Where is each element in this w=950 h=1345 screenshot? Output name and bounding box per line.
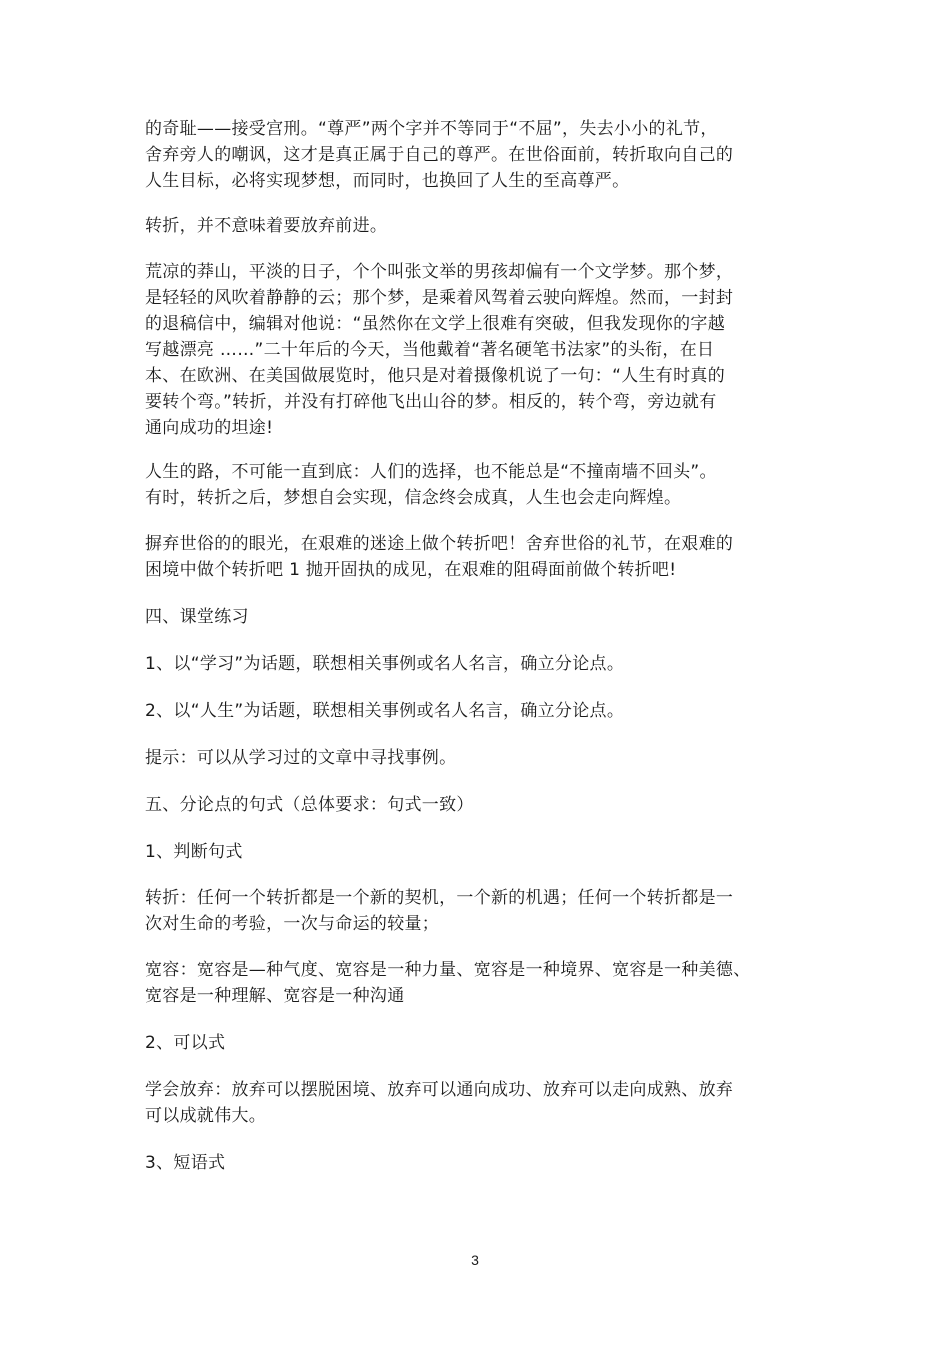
- text-line: 可以成就伟大。: [145, 1106, 267, 1126]
- text-line: 转折，并不意味着要放弃前进。: [145, 216, 388, 236]
- subsection-heading: 1、判断句式: [145, 842, 243, 862]
- text-line: 次对生命的考验，一次与命运的较量；: [145, 914, 440, 934]
- subsection-heading: 3、短语式: [145, 1153, 226, 1173]
- text-line: 人生目标，必将实现梦想，而同时，也换回了人生的至高尊严。: [145, 171, 630, 191]
- text-line: 宽容是一种理解、宽容是一种沟通: [145, 986, 405, 1006]
- text-line: 1、以“学习”为话题，联想相关事例或名人名言，确立分论点。: [145, 654, 625, 674]
- text-line: 写越漂亮 ……”二十年后的今天，当他戴着“著名硬笔书法家”的头衔，在日: [145, 340, 715, 360]
- text-line: 有时，转折之后，梦想自会实现，信念终会成真，人生也会走向辉煌。: [145, 488, 682, 508]
- text-line: 提示：可以从学习过的文章中寻找事例。: [145, 748, 457, 768]
- text-line: 本、在欧洲、在美国做展览时，他只是对着摄像机说了一句：“人生有时真的: [145, 366, 726, 386]
- text-line: 的奇耻——接受宫刑。“尊严”两个字并不等同于“不屈”，失去小小的礼节，: [145, 119, 718, 139]
- text-line: 是轻轻的风吹着静静的云；那个梦，是乘着风驾着云驶向辉煌。然而，一封封: [145, 288, 734, 308]
- text-line: 宽容：宽容是—种气度、宽容是一种力量、宽容是一种境界、宽容是一种美德、: [145, 960, 751, 980]
- text-line: 转折：任何一个转折都是一个新的契机，一个新的机遇；任何一个转折都是一: [145, 888, 734, 908]
- text-line: 学会放弃：放弃可以摆脱困境、放弃可以通向成功、放弃可以走向成熟、放弃: [145, 1080, 734, 1100]
- text-line: 困境中做个转折吧 1 抛开固执的成见，在艰难的阻碍面前做个转折吧!: [145, 560, 677, 580]
- text-line: 2、以“人生”为话题，联想相关事例或名人名言，确立分论点。: [145, 701, 625, 721]
- text-line: 通向成功的坦途!: [145, 418, 274, 438]
- text-line: 舍弃旁人的嘲讽，这才是真正属于自己的尊严。在世俗面前，转折取向自己的: [145, 145, 734, 165]
- text-line: 要转个弯。”转折，并没有打碎他飞出山谷的梦。相反的，转个弯，旁边就有: [145, 392, 717, 412]
- text-line: 荒凉的莽山，平淡的日子，个个叫张文举的男孩却偏有一个文学梦。那个梦，: [145, 262, 734, 282]
- text-line: 摒弃世俗的的眼光，在艰难的迷途上做个转折吧！舍弃世俗的礼节，在艰难的: [145, 534, 734, 554]
- subsection-heading: 2、可以式: [145, 1033, 226, 1053]
- text-line: 人生的路，不可能一直到底：人们的选择，也不能总是“不撞南墙不回头”。: [145, 462, 717, 482]
- section-heading: 四、课堂练习: [145, 607, 249, 627]
- section-heading: 五、分论点的句式（总体要求：句式一致）: [145, 795, 474, 815]
- page-number: 3: [471, 1252, 479, 1268]
- text-line: 的退稿信中，编辑对他说：“虽然你在文学上很难有突破，但我发现你的字越: [145, 314, 726, 334]
